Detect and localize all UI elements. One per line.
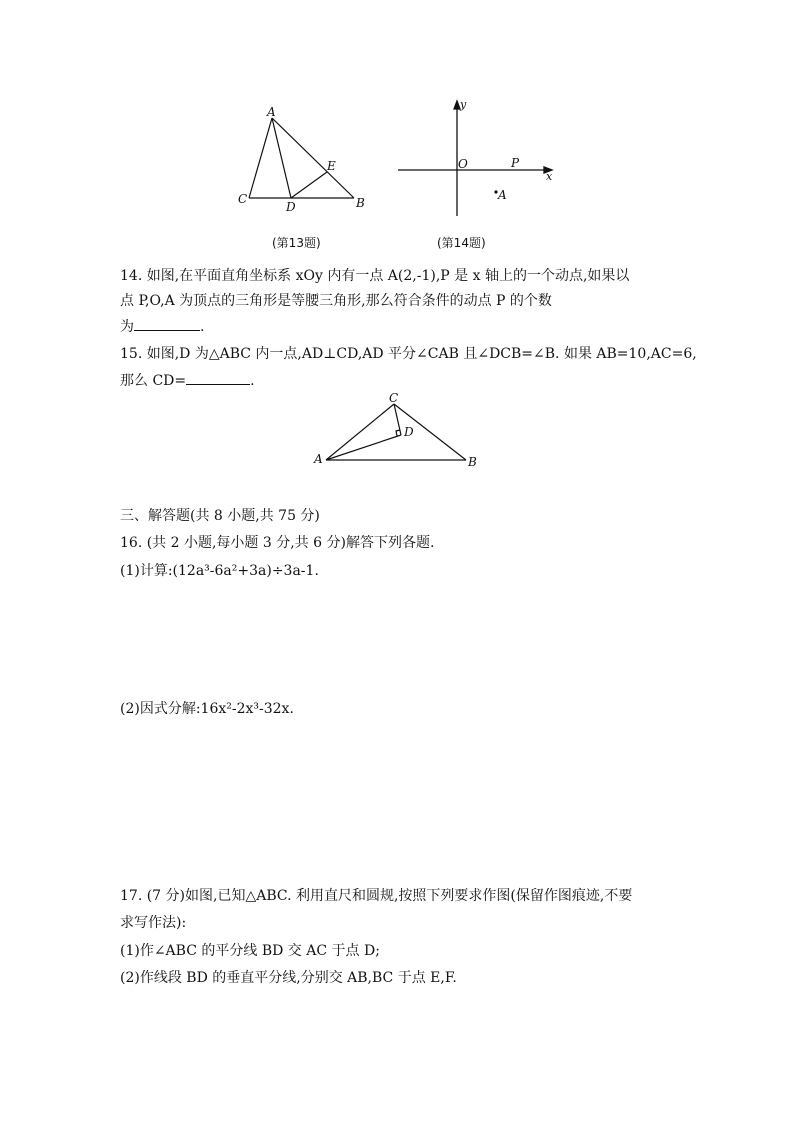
q14-line1: 14. 如图,在平面直角坐标系 xOy 内有一点 A(2,-1),P 是 x 轴上的一个动点,如果以 — [120, 268, 630, 284]
label-d: D — [404, 425, 414, 439]
caption-14: (第14题) — [437, 236, 486, 250]
answer-blank-15[interactable] — [186, 370, 250, 385]
q16-part2: (2)因式分解:16x²-2x³-32x. — [120, 701, 294, 717]
label-o: O — [458, 157, 468, 171]
label-a: A — [498, 188, 507, 202]
seg-ac — [326, 404, 394, 460]
q16-part1: (1)计算:(12a³-6a²+3a)÷3a-1. — [120, 563, 319, 579]
figure-15 — [308, 390, 488, 475]
label-b: B — [356, 196, 365, 210]
q17-part2: (2)作线段 BD 的垂直平分线,分别交 AB,BC 于点 E,F. — [120, 970, 457, 986]
label-a: A — [314, 452, 323, 466]
figure-13 — [230, 100, 380, 215]
axis-label-x: x — [546, 170, 553, 183]
seg-ad — [326, 435, 401, 460]
answer-blank-14[interactable] — [134, 316, 200, 331]
q15-line2 — [120, 370, 255, 391]
seg-ab — [272, 118, 354, 198]
label-c: C — [389, 391, 399, 405]
q14-suffix: . — [200, 319, 205, 335]
q17-part1: (1)作∠ABC 的平分线 BD 交 AC 于点 D; — [120, 943, 380, 959]
label-d: D — [286, 200, 296, 214]
q17-line1: 17. (7 分)如图,已知△ABC. 利用直尺和圆规,按照下列要求作图(保留作图痕迹,不要 — [120, 888, 633, 904]
label-a: A — [267, 105, 276, 119]
seg-ac — [249, 118, 272, 198]
seg-de — [291, 172, 327, 198]
q14-line2: 点 P,O,A 为顶点的三角形是等腰三角形,那么符合条件的动点 P 的个数 — [120, 293, 552, 309]
q15-prefix: 那么 CD= — [120, 373, 187, 389]
section-heading: 三、解答题(共 8 小题,共 75 分) — [120, 508, 320, 524]
label-c: C — [238, 192, 248, 206]
q16-intro: 16. (共 2 小题,每小题 3 分,共 6 分)解答下列各题. — [120, 535, 435, 551]
seg-ad — [272, 118, 291, 198]
caption-13: (第13题) — [272, 236, 321, 250]
q14-prefix: 为 — [120, 319, 134, 335]
q17-line2: 求写作法): — [120, 915, 187, 931]
label-p: P — [511, 156, 520, 170]
q15-line1: 15. 如图,D 为△ABC 内一点,AD⊥CD,AD 平分∠CAB 且∠DCB=∠B. 如果 AB=10,AC=6, — [120, 346, 697, 362]
q14-line3 — [120, 316, 204, 337]
q15-suffix: . — [250, 373, 255, 389]
figure-14 — [392, 96, 562, 221]
label-e: E — [327, 159, 336, 173]
axis-label-y: y — [460, 98, 467, 111]
label-b: B — [468, 455, 477, 469]
